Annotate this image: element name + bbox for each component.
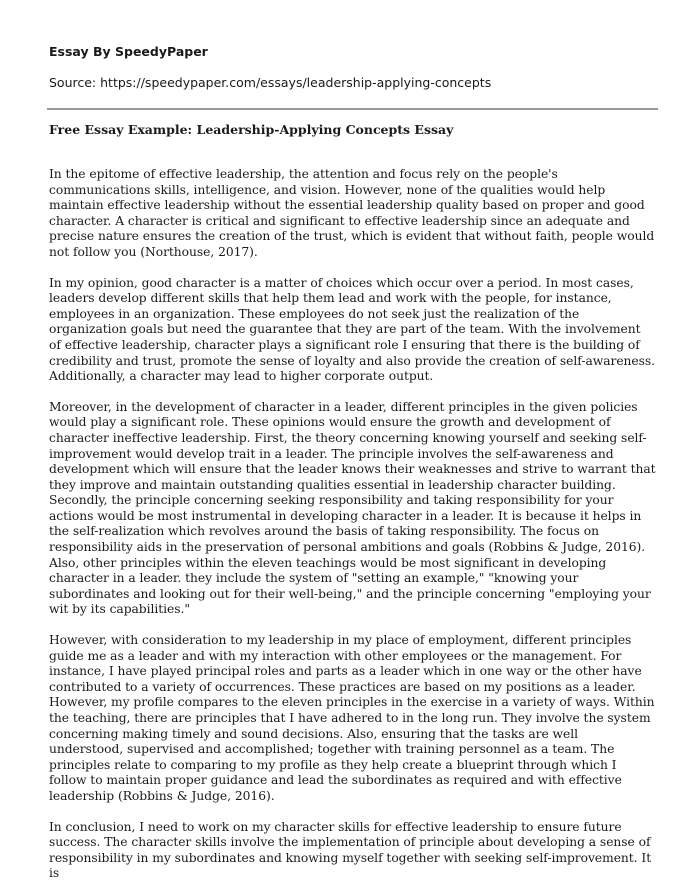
essay-title: Free Essay Example: Leadership-Applying Concepts Essay	[49, 122, 454, 137]
paragraph: However, with consideration to my leadership in my place of employment, different principles guide me as a leader and with my interaction with other employees or the management. For instance, I have played principal roles and parts as a leader which in one way or the other have contributed to a variety of occurrences. These practices are based on my positions as a leader. However, my profile compares to the eleven principles in the exercise in a variety of ways. Within the teaching, there are principles that I have adhered to in the long run. They involve the system concerning making timely and sound decisions. Also, ensuring that the tasks are well understood, supervised and accomplished; together with training personnel as a team. The principles relate to comparing to my profile as they help create a blueprint through which I follow to maintain proper guidance and lead the subordinates as required and with effective leadership (Robbins & Judge, 2016).	[49, 633, 655, 803]
paragraph: In my opinion, good character is a matter of choices which occur over a period. In most cases, leaders develop different skills that help them lead and work with the people, for instance, employees in an organization. These employees do not seek just the realization of the organization goals but need the guarantee that they are part of the team. With the involvement of effective leadership, character plays a significant role I ensuring that there is the building of credibility and trust, promote the sense of loyalty and also provide the creation of self-awareness. Additionally, a character may lead to higher corporate output.	[49, 275, 656, 384]
source-prefix: Source:	[49, 75, 101, 90]
paragraph: In conclusion, I need to work on my character skills for effective leadership to ensure future success. The character skills involve the implementation of principle about developing a sense of responsibility in my subordinates and knowing myself together with seeking self-improvement. It is	[49, 819, 652, 881]
divider	[47, 108, 658, 110]
publisher-label: Essay By SpeedyPaper	[49, 44, 208, 59]
paragraph: Moreover, in the development of character in a leader, different principles in the given policies would play a significant role. These opinions would ensure the growth and development of character ineffective leadership. First, the theory concerning knowing yourself and seeking self-improvement would develop trait in a leader. The principle involves the self-awareness and development which will ensure that the leader knows their weaknesses and strive to warrant that they improve and maintain outstanding qualities essential in leadership character building. Secondly, the principle concerning seeking responsibility and taking responsibility for your actions would be most instrumental in developing character in a leader. It is because it helps in the self-realization which revolves around the basis of taking responsibility. The focus on responsibility aids in the preservation of personal ambitions and goals (Robbins & Judge, 2016). Also, other principles within the eleven teachings would be most significant in developing character in a leader. they include the system of "setting an example," "knowing your subordinates and looking out for their well-being," and the principle concerning "employing your wit by its capabilities."	[49, 399, 656, 617]
essay-body	[49, 167, 656, 882]
source-line	[49, 75, 656, 90]
source-url: https://speedypaper.com/essays/leadership-applying-concepts	[100, 75, 492, 90]
paragraph: In the epitome of effective leadership, the attention and focus rely on the people's communications skills, intelligence, and vision. However, none of the qualities would help maintain effective leadership without the essential leadership quality based on proper and good character. A character is critical and significant to effective leadership since an adequate and precise nature ensures the creation of the trust, which is evident that without faith, people would not follow you (Northouse, 2017).	[49, 167, 655, 259]
